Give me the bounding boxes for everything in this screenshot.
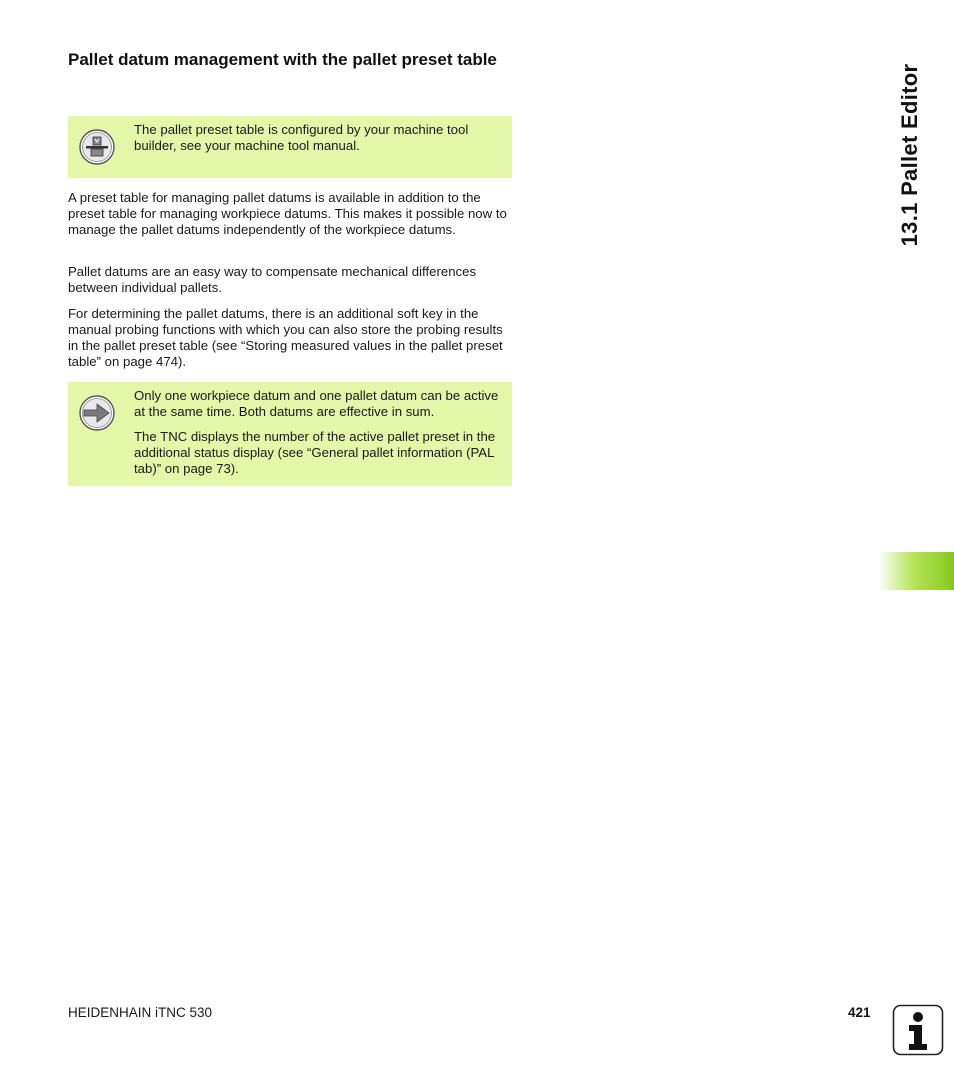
chapter-title-text: 13.1 Pallet Editor	[897, 63, 922, 247]
footer-product-name: HEIDENHAIN iTNC 530	[68, 1005, 213, 1020]
page-number: 421	[848, 1005, 871, 1020]
machine-note-text: The pallet preset table is configured by your machine tool builder, see your machine tool manual.	[134, 122, 469, 153]
machine-manual-icon	[79, 129, 115, 165]
info-note-text-1: Only one workpiece datum and one pallet datum can be active at the same time. Both datums are effective in sum.	[134, 388, 499, 419]
chapter-tab-marker	[878, 552, 954, 590]
paragraph-preset-table: A preset table for managing pallet datums is available in addition to the preset table for managing workpiece datums. This makes it possible now to manage the pallet datums independently of the workpiece datums.	[68, 190, 507, 237]
chapter-side-title	[895, 50, 925, 260]
info-icon	[892, 1004, 944, 1056]
arrow-right-icon	[79, 395, 115, 431]
section-heading: Pallet datum management with the pallet preset table	[68, 50, 497, 69]
info-note-box	[68, 382, 512, 486]
machine-note-box	[68, 116, 512, 178]
paragraph-pallet-datums: Pallet datums are an easy way to compensate mechanical differences between individual pallets.	[68, 264, 477, 295]
paragraph-probing: For determining the pallet datums, there is an additional soft key in the manual probing functions with which you can also store the probing results in the pallet preset table (see “Storing measured values in the pallet preset table” on page 474).	[68, 306, 503, 369]
info-note-text-2: The TNC displays the number of the active pallet preset in the additional status display (see “General pallet information (PAL tab)” on page 73).	[134, 429, 496, 476]
